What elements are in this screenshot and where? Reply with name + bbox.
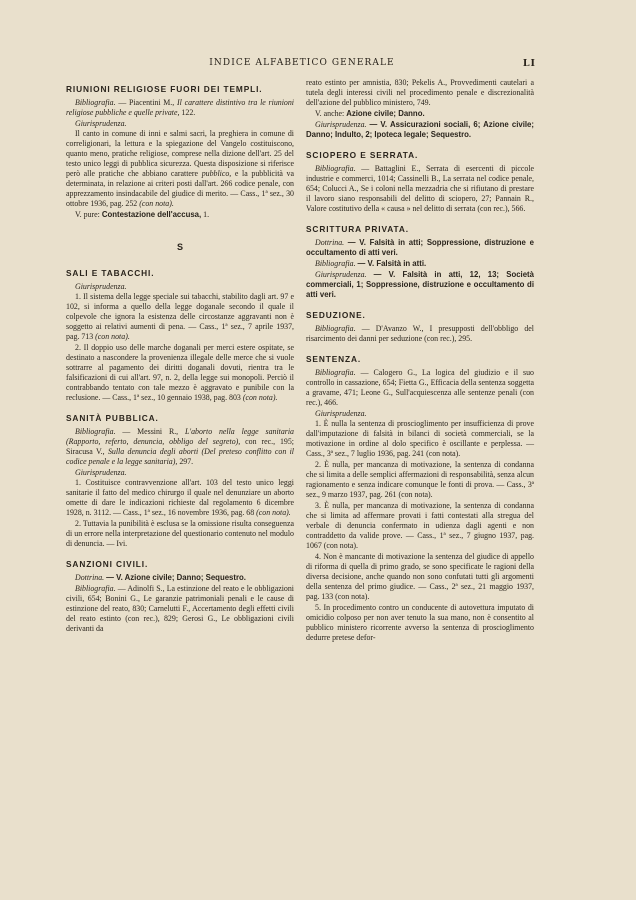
case-text: 4. Non è mancante di motivazione la sentenza del giudice di appello di riforma di quella di primo grado, se sono specificate le ragioni della diversa decisione, anche quando non sono confutati tutti gli argomenti della sentenza del primo giudice. — Cass., 2ª sez., 21 maggio 1937, pag. 133 (con nota). (306, 552, 534, 601)
right-column (306, 78, 534, 644)
left-column (66, 78, 294, 635)
case-text: 1. Il sistema della legge speciale sui tabacchi, stabilito dagli art. 97 e 102, si informa a quello della legge doganale secondo il quale il colpevole che ignora la esistenza delle circostanze aggravanti non è soggetto ai relativi aumenti di pena. — Cass., 1ª sez., 7 aprile 1937, pag. 713 (con nota). (66, 292, 294, 341)
entry-heading: RIUNIONI RELIGIOSE FUORI DEI TEMPLI. (66, 84, 263, 94)
section-label: Giurisprudenza. (75, 119, 127, 128)
section-label: Giurisprudenza. (75, 468, 127, 477)
case-text: 1. Costituisce contravvenzione all'art. 103 del testo unico leggi sanitarie il fatto del medico chirurgo il quale nel denunziare un aborto omette di dare le indicazioni richieste dal regolamento 6 dicembre 1928, n. 3112. — Cass., 1ª sez., 16 novembre 1936, pag. 68 (con nota). (66, 478, 294, 517)
section-label: Giurisprudenza. (75, 282, 127, 291)
entry-heading: SENTENZA. (306, 354, 362, 364)
bibliography: Bibliografia. — D'Avanzo W., I presupposti dell'obbligo del risarcimento dei danni per seduzione (con rec.), 295. (306, 324, 534, 343)
case-text: Il canto in comune di inni e salmi sacri, la preghiera in comune di correligionari, la lettura e la spiegazione del Vangelo costituiscono, quanto meno, pratiche religiose, comprese nella dizione dell'art. 25 del testo unico leggi di pubblica sicurezza. Questa disposizione si riferisce però alle pratiche che abbiano carattere pubblico, e la pubblicità va determinata, in relazione ai criteri posti dall'art. 266 codice penale, con apprezzamento insindacabile del giudice di merito. — Cass., 1ª sez., 30 ottobre 1936, pag. 252 (con nota). (66, 129, 295, 208)
case-reference: Giurisprudenza. — V. Falsità in atti, 12, 13; Società commerciali, 1; Soppressione, distruzione e occultamento di atti veri. (306, 270, 534, 299)
entry-heading: SCIOPERO E SERRATA. (306, 150, 419, 160)
entry-heading: SALI E TABACCHI. (66, 268, 155, 278)
bibliography-continued: reato estinto per amnistia, 830; Pekelis A., Provvedimenti cautelari a tutela degli interessi civili nel procedimento penale e discrezionalità dell'azione del pubblico ministero, 749. (306, 78, 534, 107)
page-number: LI (522, 58, 536, 69)
bibliography: Bibliografia. — Messini R., L'aborto nella legge sanitaria (Rapporto, referto, denuncia, obbligo del segreto), con rec., 195; Siracusa V., Sulla denuncia degli aborti (Del preteso conflitto con il codice penale e la legge sanitaria), 297. (66, 427, 295, 466)
cross-reference: V. anche: Azione civile; Danno. (315, 109, 425, 118)
entry-heading: SANZIONI CIVILI. (66, 559, 149, 569)
bibliography-reference: Bibliografia. — V. Falsità in atti. (315, 259, 427, 268)
case-text: 1. È nulla la sentenza di proscioglimento per insufficienza di prove dall'imputazione di falsità in bilanci di società commerciali, se la motivazione in ordine al dolo specifico è oscillante e perplessa. — Cass., 3ª sez., 7 luglio 1936, pag. 241 (con nota). (306, 419, 534, 458)
bibliography: Bibliografia. — Piacentini M., Il carattere distintivo tra le riunioni religiose pubbliche e quelle private, 122. (66, 98, 294, 117)
doctrine-reference: Dottrina. — V. Azione civile; Danno; Sequestro. (75, 573, 246, 582)
case-reference: Giurisprudenza. — V. Assicurazioni sociali, 6; Azione civile; Danno; Indulto, 2; Ipoteca legale; Sequestro. (306, 120, 534, 139)
case-text: 2. Tuttavia la punibilità è esclusa se la omissione risulta conseguenza di un errore nella interpretazione del questionario contenuto nel modulo di denuncia. — Ivi. (66, 519, 294, 548)
case-text: 2. È nulla, per mancanza di motivazione, la sentenza di condanna che si limita a delle semplici affermazioni di responsabilità, senza alcun ragionamento e senza indicare comunque le fonti di prova. — Cass., 3ª sez., 9 marzo 1937, pag. 261 (con nota). (306, 460, 534, 499)
cross-reference: V. pure: Contestazione dell'accusa, 1. (75, 210, 210, 219)
bibliography: Bibliografia. — Calogero G., La logica del giudizio e il suo controllo in cassazione, 654; Fietta G., Efficacia della sentenza soggetta a gravame, 471; Leone G., Sull'acquiescenza alle sentenze penali (con rec.), 466. (306, 368, 534, 407)
entry-heading: SCRITTURA PRIVATA. (306, 224, 410, 234)
section-letter: S (176, 242, 183, 252)
case-text: 2. Il doppio uso delle marche doganali per merci estere ospitate, se destinato a nascondere la provenienza illegale delle merce che si vuole sottrarre al pagamento dei diritti doganali dovuti, rientra tra le falsificazioni di cui all'art. 97, n. 2, della legge sui monopoli. Perciò il contrabbando tentato con tale mezzo è aggravato e punibile con la reclusione. — Cass., 1ª sez., 10 gennaio 1938, pag. 803 (con nota). (66, 343, 294, 402)
page-header (68, 58, 536, 72)
running-title: INDICE ALFABETICO GENERALE (209, 58, 395, 68)
entry-heading: SEDUZIONE. (306, 310, 366, 320)
section-label: Giurisprudenza. (315, 409, 367, 418)
doctrine-reference: Dottrina. — V. Falsità in atti; Soppressione, distruzione e occultamento di atti veri. (306, 238, 534, 257)
bibliography: Bibliografia. — Battaglini E., Serrata di esercenti di piccole industrie e commerci, 1014; Cassinelli B., La serrata nel codice penale, 654; Colucci A., Se i coloni nella mezzadria che si rifiutano di prestare il lavoro siano responsabili del delitto di sciopero, 27; Pannain R., Valore costitutivo della « causa » nel delitto di serrata (con rec.), 566. (306, 164, 534, 213)
bibliography: Bibliografia. — Adinolfi S., La estinzione del reato e le obbligazioni civili, 654; Bonini G., Le garanzie patrimoniali penali e le cause di estinzione del reato, 830; Carnelutti F., Accertamento degli effetti civili del reato estinto (con rec.), 829; Gerosi G., Le obbligazioni civili derivanti da (66, 584, 294, 633)
case-text: 3. È nulla, per mancanza di motivazione, la sentenza di condanna che si limita ad affermare provati i fatti contestati alla stregua del verbale di denuncia confermato in udienza dagli agenti e non contraddetto da valide prove. — Cass., 1ª sez., 7 giugno 1937, pag. 1067 (con nota). (306, 501, 534, 550)
entry-heading: SANITÀ PUBBLICA. (66, 413, 159, 423)
case-text: 5. In procedimento contro un conducente di autovettura imputato di omicidio colposo per non aver tenuto la sua mano, non è consentito al pubblico ministero ricorrente avverso la sentenza di proscioglimento dedurre pretese defor- (306, 603, 534, 642)
